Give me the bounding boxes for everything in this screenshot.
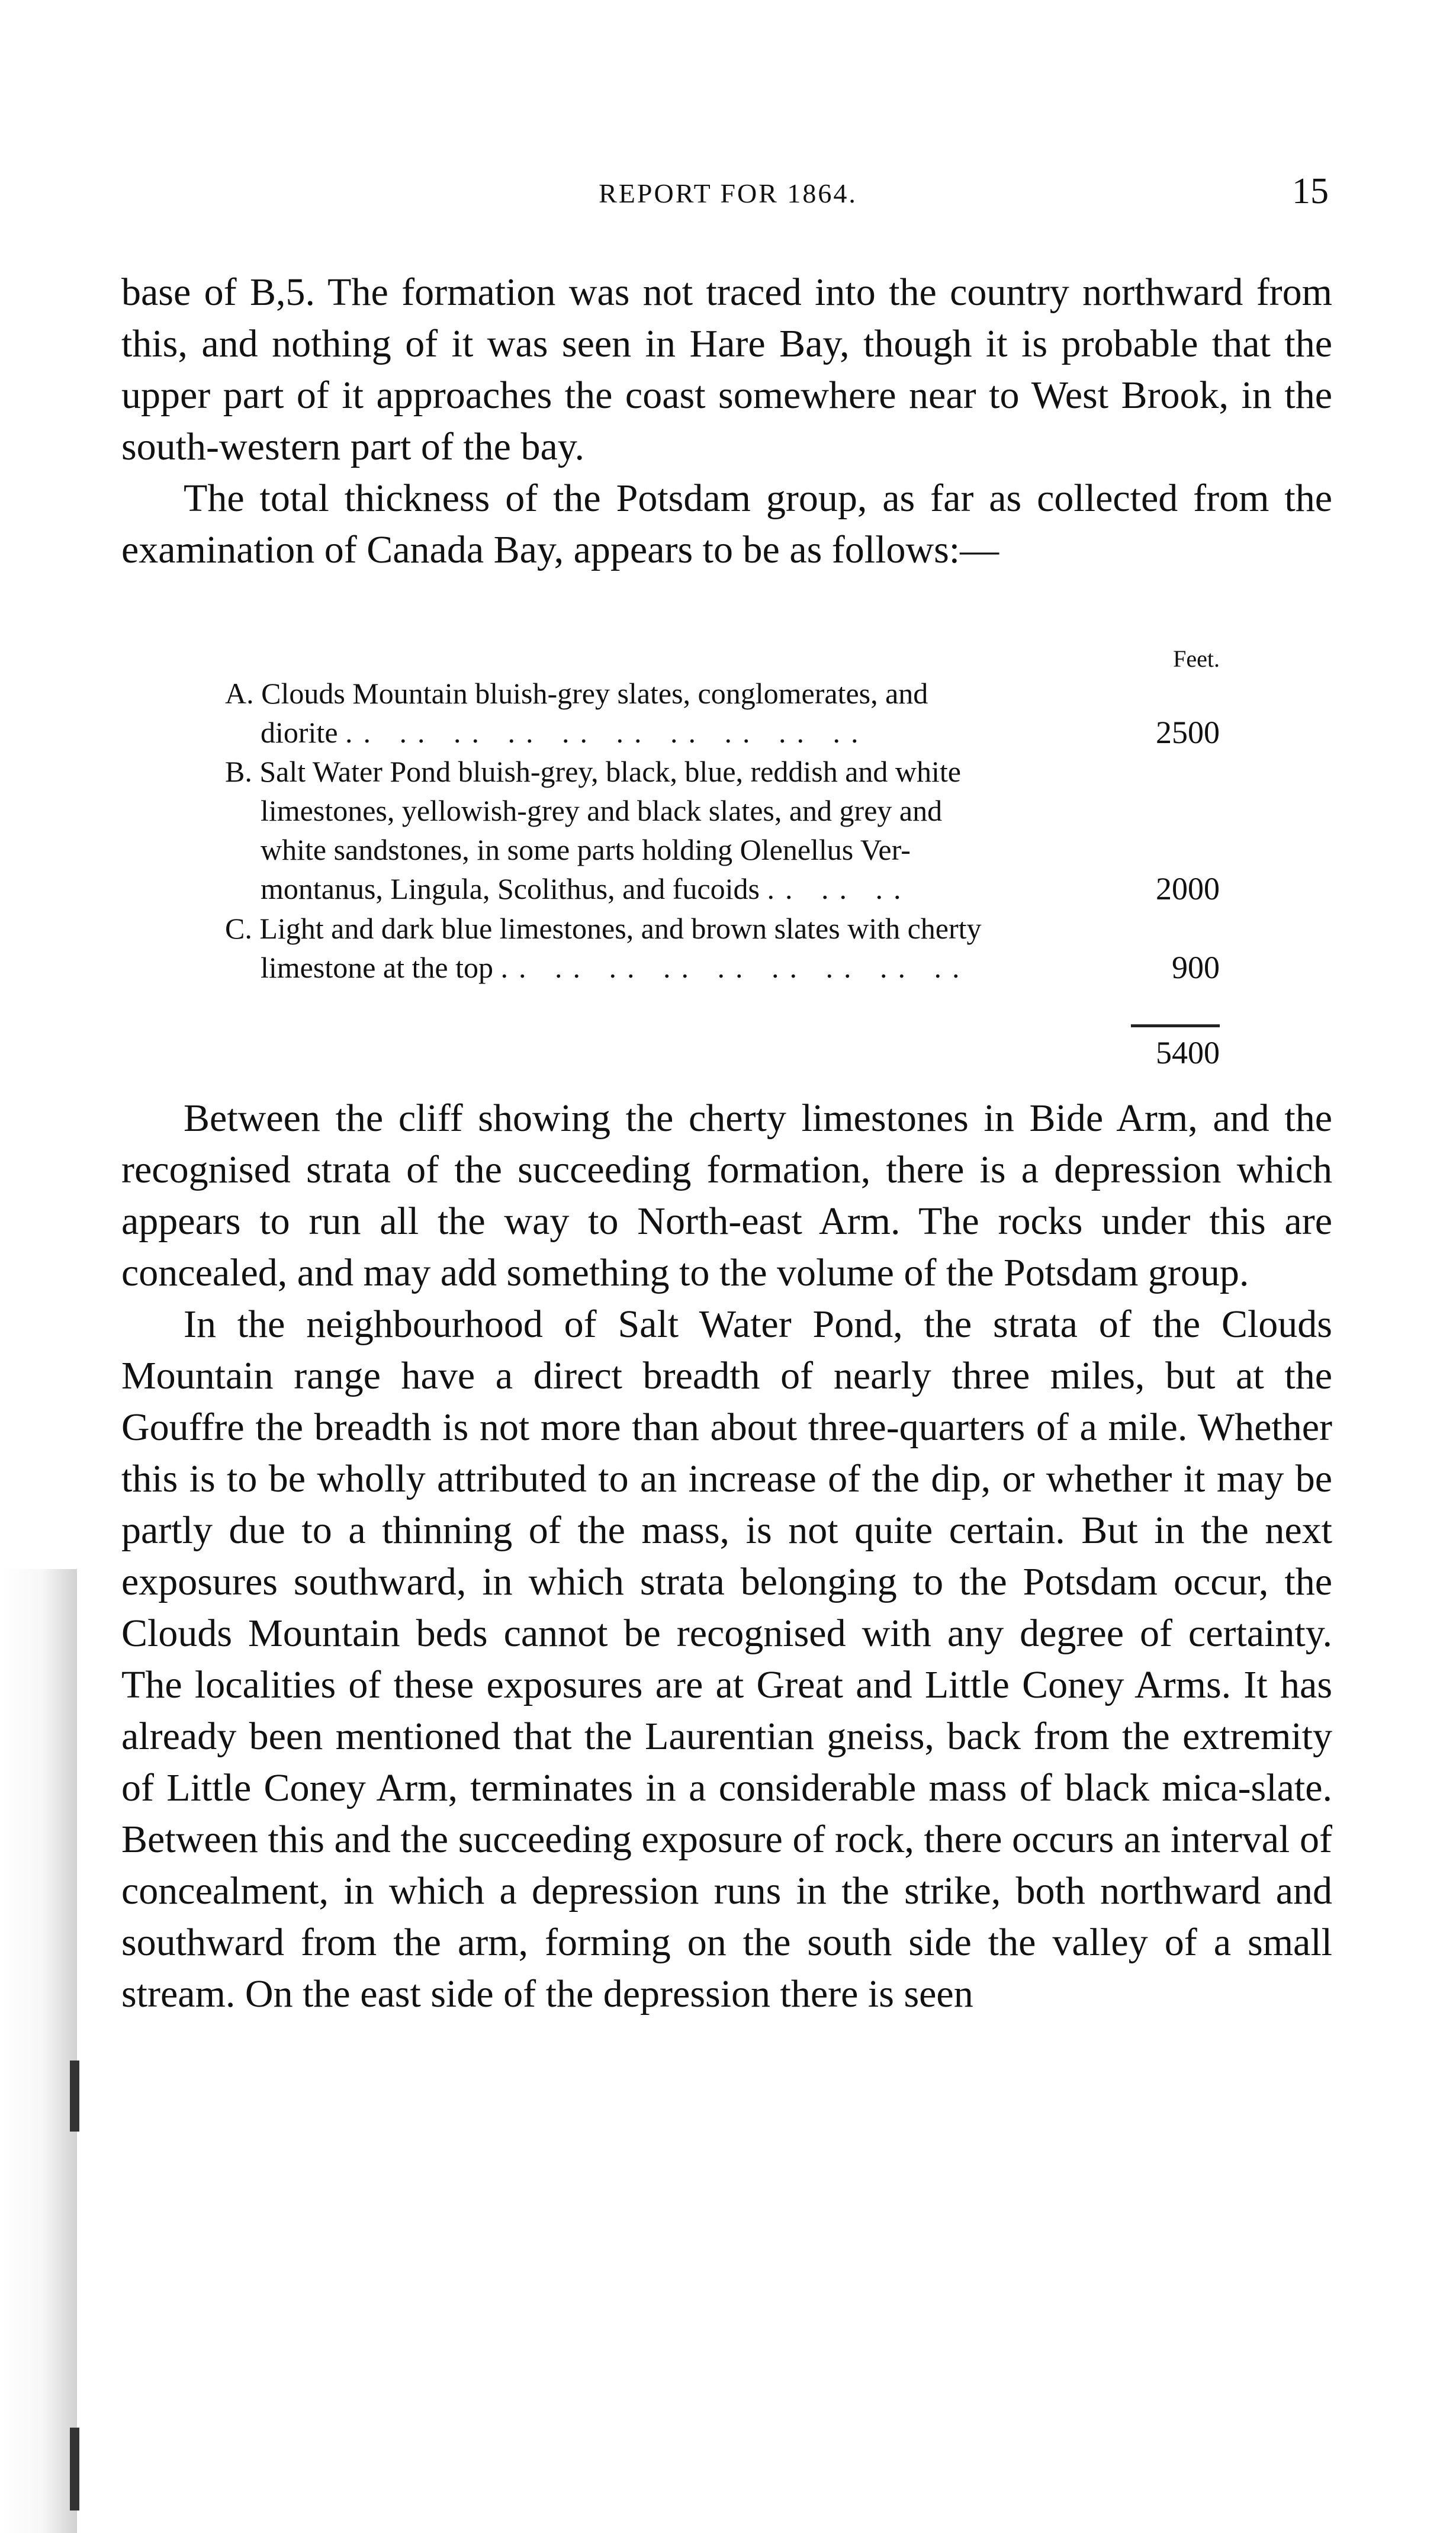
unit-header: Feet. [1173,645,1220,672]
body-text-bottom [121,1092,1332,2020]
row-text [172,869,1137,908]
binding-mark [70,2428,79,2511]
paragraph: base of B,5. The formation was not traced into the country northward from this, and nothing of it was seen in Hare Bay, though it is probable that the upper part of it approaches the coast somewhere near to West Brook, in the south-western part of the bay. [121,271,1332,468]
row-line: limestone at the top [261,951,493,984]
binding-mark [70,2061,79,2132]
total-value: 5400 [1156,1035,1220,1071]
row-line: montanus, Lingula, Scolithus, and fucoids [261,872,760,905]
leader-dots: .. .. .. .. .. .. .. .. .. .. [345,716,869,749]
row-text [172,752,1137,791]
row-label: B. [225,755,252,788]
row-line: diorite [261,716,338,749]
paragraph: The total thickness of the Potsdam group, as far as collected from the examination of Canada Bay, appears to be as follows:— [121,477,1332,571]
row-line: Clouds Mountain bluish-grey slates, conglomerates, and [261,677,928,710]
row-text [172,909,1137,948]
paragraph: Between the cliff showing the cherty limestones in Bide Arm, and the recognised strata of the succeeding formation, there is a depression which appears to run all the way to North-east Arm. The rocks under this are concealed, and may add something to the volume of the Potsdam group. [121,1097,1332,1294]
row-text [172,713,1137,752]
leader-dots: .. .. .. [767,872,912,905]
row-line: white sandstones, in some parts holding Olenellus Ver- [261,833,911,866]
row-value: 2000 [1156,871,1220,907]
row-text [172,948,1137,987]
body-text-top [121,266,1332,576]
total-rule [1131,1024,1220,1027]
row-label: C. [225,912,252,945]
running-title: REPORT FOR 1864. [599,178,857,208]
row-line: Salt Water Pond bluish-grey, black, blue, reddish and white [259,755,961,788]
binding-shadow [0,1569,77,2533]
row-value: 2500 [1156,715,1220,750]
row-line: Light and dark blue limestones, and brown slates with cherty [259,912,982,945]
row-text [172,674,1137,713]
paragraph: In the neighbourhood of Salt Water Pond, the strata of the Clouds Mountain range have a direct breadth of nearly three miles, but at the Gouffre the breadth is not more than about three-quarters of a mile. Whether this is to be wholly attributed to an increase of the dip, or whether it may be partly due to a thinning of the mass, is not quite certain. But in the next exposures southward, in which strata belonging to the Potsdam occur, the Clouds Mountain beds cannot be recognised with any degree of certainty. The localities of these exposures are at Great and Little Coney Arms. It has already been mentioned that the Laurentian gneiss, back from the extremity of Little Coney Arm, terminates in a considerable mass of black mica-slate. Between this and the succeeding exposure of rock, there occurs an interval of concealment, in which a depression runs in the strike, both northward and southward from the arm, forming on the south side the valley of a small stream. On the east side of the depression there is seen [121,1303,1332,2016]
running-head [0,171,1456,225]
row-value: 900 [1172,950,1220,985]
leader-dots: .. .. .. .. .. .. .. .. .. [500,951,970,984]
row-label: A. [225,677,254,710]
page-number: 15 [1292,171,1329,211]
row-line: limestones, yellowish-grey and black slates, and grey and [261,794,943,827]
